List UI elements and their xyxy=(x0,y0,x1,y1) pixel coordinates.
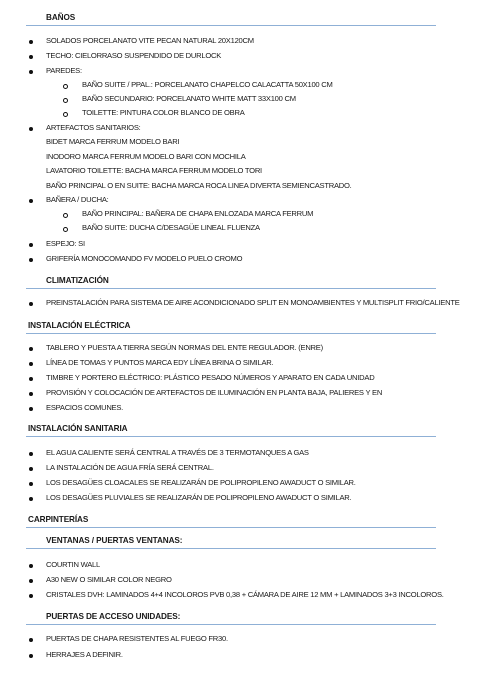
section-rule xyxy=(26,288,436,289)
list-item: LOS DESAGÜES CLOACALES SE REALIZARÁN DE POLIPROPILENO AWADUCT O SIMILAR. xyxy=(46,478,356,487)
list-item: TABLERO Y PUESTA A TIERRA SEGÚN NORMAS DEL ENTE REGULADOR. (ENRE) xyxy=(46,343,323,352)
bullet xyxy=(29,258,33,262)
sub-bullet xyxy=(63,227,68,232)
list-item: HERRAJES A DEFINIR. xyxy=(46,650,123,659)
section-title-climatizacion: CLIMATIZACIÓN xyxy=(46,276,109,285)
list-item: COURTIN WALL xyxy=(46,560,100,569)
bullet xyxy=(29,347,33,351)
list-item-line: BIDET MARCA FERRUM MODELO BARI xyxy=(46,137,180,146)
list-item: BAÑERA / DUCHA: xyxy=(46,195,109,204)
list-item: LA INSTALACIÓN DE AGUA FRÍA SERÁ CENTRAL. xyxy=(46,463,214,472)
sub-list-item: TOILETTE: PINTURA COLOR BLANCO DE OBRA xyxy=(82,108,245,117)
list-item: TIMBRE Y PORTERO ELÉCTRICO: PLÁSTICO PESADO NÚMEROS Y APARATO EN CADA UNIDAD xyxy=(46,373,375,382)
list-item: ESPEJO: SI xyxy=(46,239,85,248)
sub-list-item: BAÑO SECUNDARIO: PORCELANATO WHITE MATT 33X100 CM xyxy=(82,94,296,103)
bullet xyxy=(29,594,33,598)
section-title-banos: BAÑOS xyxy=(46,13,76,22)
list-item-line: LAVATORIO TOILETTE: BACHA MARCA FERRUM MODELO TORI xyxy=(46,166,262,175)
sub-bullet xyxy=(63,112,68,117)
sub-bullet xyxy=(63,98,68,103)
list-item: TECHO: CIELORRASO SUSPENDIDO DE DURLOCK xyxy=(46,51,222,60)
bullet xyxy=(29,564,33,568)
section-rule xyxy=(26,333,436,334)
list-item: SOLADOS PORCELANATO VITE PECAN NATURAL 20X120CM xyxy=(46,36,254,45)
section-title-sanitaria: INSTALACIÓN SANITARIA xyxy=(28,424,128,433)
list-item: PAREDES: xyxy=(46,66,82,75)
bullet xyxy=(29,302,33,306)
subsection-title-puertas: PUERTAS DE ACCESO UNIDADES: xyxy=(46,612,181,621)
list-item: ESPACIOS COMUNES. xyxy=(46,403,124,412)
bullet xyxy=(29,482,33,486)
section-rule xyxy=(26,25,436,26)
subsection-rule xyxy=(26,548,436,549)
list-item: LOS DESAGÜES PLUVIALES SE REALIZARÁN DE POLIPROPILENO AWADUCT O SIMILAR. xyxy=(46,493,352,502)
bullet xyxy=(29,638,33,642)
section-title-carpinterias: CARPINTERÍAS xyxy=(28,515,89,524)
bullet xyxy=(29,497,33,501)
bullet xyxy=(29,243,33,247)
list-item: PROVISIÓN Y COLOCACIÓN DE ARTEFACTOS DE ILUMINACIÓN EN PLANTA BAJA, PALIERES Y EN xyxy=(46,388,383,397)
list-item-line: INODORO MARCA FERRUM MODELO BARI CON MOCHILA xyxy=(46,152,246,161)
bullet xyxy=(29,392,33,396)
bullet xyxy=(29,452,33,456)
list-item: CRISTALES DVH: LAMINADOS 4+4 INCOLOROS PVB 0,38 + CÁMARA DE AIRE 12 MM + LAMINADOS 3+3 INCOLOROS. xyxy=(46,590,444,599)
bullet xyxy=(29,377,33,381)
list-item-line: BAÑO PRINCIPAL O EN SUITE: BACHA MARCA ROCA LINEA DIVERTA SEMIENCASTRADO. xyxy=(46,181,352,190)
subsection-title-ventanas: VENTANAS / PUERTAS VENTANAS: xyxy=(46,536,183,545)
list-item: A30 NEW O SIMILAR COLOR NEGRO xyxy=(46,575,172,584)
bullet xyxy=(29,467,33,471)
bullet xyxy=(29,70,33,74)
bullet xyxy=(29,362,33,366)
list-item: ARTEFACTOS SANITARIOS: xyxy=(46,123,141,132)
list-item: GRIFERÍA MONOCOMANDO FV MODELO PUELO CROMO xyxy=(46,254,243,263)
list-item: PREINSTALACIÓN PARA SISTEMA DE AIRE ACONDICIONADO SPLIT EN MONOAMBIENTES Y MULTISPLIT FRIO/CALIENTE xyxy=(46,298,460,307)
bullet xyxy=(29,127,33,131)
section-title-electrica: INSTALACIÓN ELÉCTRICA xyxy=(28,321,131,330)
bullet xyxy=(29,199,33,203)
bullet xyxy=(29,55,33,59)
sub-bullet xyxy=(63,213,68,218)
list-item: LÍNEA DE TOMAS Y PUNTOS MARCA EDY LÍNEA BRINA O SIMILAR. xyxy=(46,358,274,367)
list-item: EL AGUA CALIENTE SERÁ CENTRAL A TRAVÉS DE 3 TERMOTANQUES A GAS xyxy=(46,448,309,457)
bullet xyxy=(29,654,33,658)
subsection-rule xyxy=(26,624,436,625)
sub-bullet xyxy=(63,84,68,89)
bullet xyxy=(29,579,33,583)
section-rule xyxy=(26,527,436,528)
bullet xyxy=(29,40,33,44)
sub-list-item: BAÑO PRINCIPAL: BAÑERA DE CHAPA ENLOZADA MARCA FERRUM xyxy=(82,209,314,218)
sub-list-item: BAÑO SUITE: DUCHA C/DESAGÜE LINEAL FLUENZA xyxy=(82,223,260,232)
section-rule xyxy=(26,436,436,437)
sub-list-item: BAÑO SUITE / PPAL.: PORCELANATO CHAPELCO CALACATTA 50X100 CM xyxy=(82,80,333,89)
list-item: PUERTAS DE CHAPA RESISTENTES AL FUEGO FR30. xyxy=(46,634,228,643)
bullet xyxy=(29,407,33,411)
